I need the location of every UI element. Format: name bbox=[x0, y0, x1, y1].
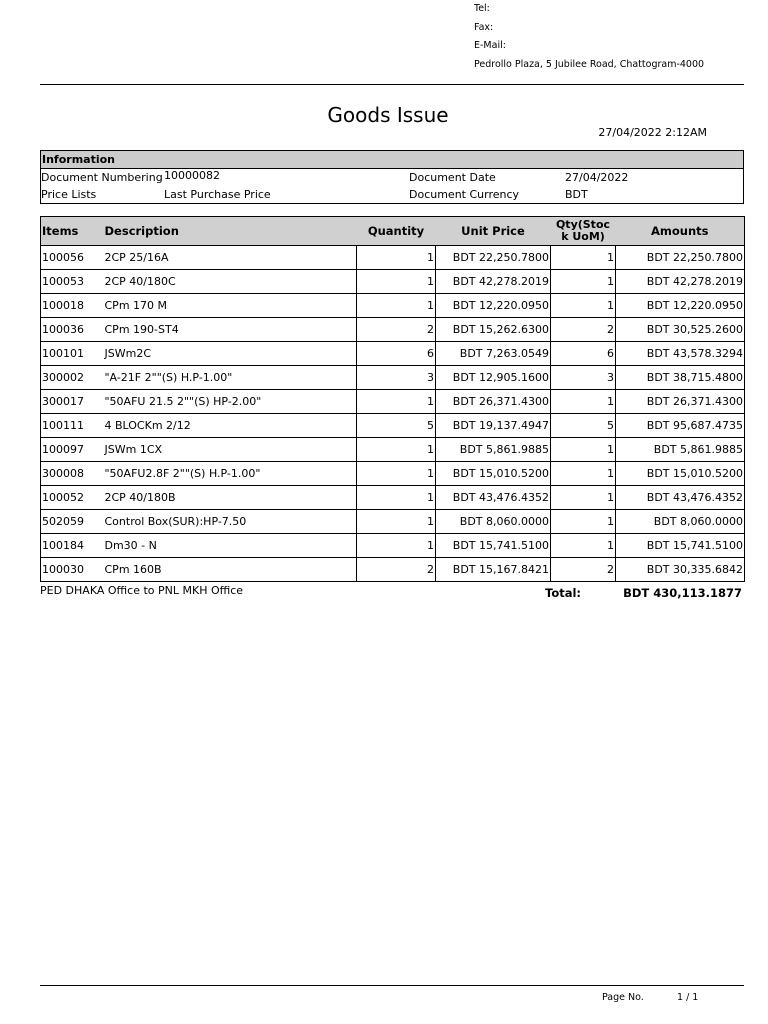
quantity-cell: 1 bbox=[357, 270, 436, 294]
amount-cell: BDT 15,010.5200 bbox=[616, 462, 745, 486]
email-label: E-Mail: bbox=[474, 40, 506, 51]
company-address: Pedrollo Plaza, 5 Jubilee Road, Chattogram-4000 bbox=[474, 58, 705, 70]
amount-cell: BDT 12,220.0950 bbox=[616, 294, 745, 318]
footer-divider bbox=[40, 985, 744, 986]
quantity-cell: 1 bbox=[357, 510, 436, 534]
unit-price-cell: BDT 22,250.7800 bbox=[436, 246, 551, 270]
table-row bbox=[41, 270, 745, 294]
description-cell: 2CP 40/180B bbox=[104, 486, 357, 510]
description-cell: 4 BLOCKm 2/12 bbox=[104, 414, 357, 438]
table-row bbox=[41, 462, 745, 486]
total-value: BDT 430,113.1877 bbox=[623, 586, 742, 600]
page-number-value: 1 / 1 bbox=[677, 992, 699, 1003]
amount-cell: BDT 42,278.2019 bbox=[616, 270, 745, 294]
qty-stock-uom-cell: 1 bbox=[551, 462, 616, 486]
quantity-cell: 6 bbox=[357, 342, 436, 366]
table-row bbox=[41, 246, 745, 270]
table-row bbox=[41, 534, 745, 558]
item-code-cell: 300008 bbox=[41, 462, 104, 486]
amount-cell: BDT 30,335.6842 bbox=[616, 558, 745, 582]
printed-datetime: 27/04/2022 2:12AM bbox=[598, 126, 707, 139]
amount-cell: BDT 15,741.5100 bbox=[616, 534, 745, 558]
description-cell: Dm30 - N bbox=[104, 534, 357, 558]
item-code-cell: 100030 bbox=[41, 558, 104, 582]
quantity-cell: 1 bbox=[357, 486, 436, 510]
price-lists-value: Last Purchase Price bbox=[164, 188, 271, 201]
description-cell: CPm 190-ST4 bbox=[104, 318, 357, 342]
table-row bbox=[41, 390, 745, 414]
qty-stock-uom-cell: 2 bbox=[551, 318, 616, 342]
item-code-cell: 100111 bbox=[41, 414, 104, 438]
qty-stock-uom-cell: 1 bbox=[551, 390, 616, 414]
item-code-cell: 100052 bbox=[41, 486, 104, 510]
amount-cell: BDT 95,687.4735 bbox=[616, 414, 745, 438]
table-row bbox=[41, 294, 745, 318]
item-code-cell: 100036 bbox=[41, 318, 104, 342]
description-cell: CPm 170 M bbox=[104, 294, 357, 318]
description-cell: 2CP 25/16A bbox=[104, 246, 357, 270]
qty-stock-uom-cell: 1 bbox=[551, 438, 616, 462]
quantity-cell: 1 bbox=[357, 246, 436, 270]
quantity-cell: 2 bbox=[357, 318, 436, 342]
quantity-cell: 1 bbox=[357, 390, 436, 414]
unit-price-cell: BDT 12,220.0950 bbox=[436, 294, 551, 318]
qty-stock-uom-cell: 1 bbox=[551, 486, 616, 510]
total-label: Total: bbox=[545, 586, 582, 600]
unit-price-cell: BDT 15,010.5200 bbox=[436, 462, 551, 486]
amount-cell: BDT 38,715.4800 bbox=[616, 366, 745, 390]
header-divider bbox=[40, 84, 744, 85]
items-table-body bbox=[41, 246, 745, 582]
information-header: Information bbox=[41, 151, 743, 169]
document-date-value: 27/04/2022 bbox=[565, 171, 629, 184]
description-cell: JSWm2C bbox=[104, 342, 357, 366]
description-cell: "A-21F 2""(S) H.P-1.00" bbox=[104, 366, 357, 390]
unit-price-cell: BDT 19,137.4947 bbox=[436, 414, 551, 438]
quantity-cell: 2 bbox=[357, 558, 436, 582]
qty-stock-uom-cell: 1 bbox=[551, 270, 616, 294]
items-table bbox=[40, 216, 745, 582]
document-date-label: Document Date bbox=[409, 171, 496, 184]
amount-cell: BDT 43,578.3294 bbox=[616, 342, 745, 366]
qty-stock-uom-cell: 2 bbox=[551, 558, 616, 582]
document-title: Goods Issue bbox=[327, 103, 449, 127]
table-row bbox=[41, 414, 745, 438]
quantity-cell: 3 bbox=[357, 366, 436, 390]
column-header-items: Items bbox=[41, 217, 104, 246]
unit-price-cell: BDT 43,476.4352 bbox=[436, 486, 551, 510]
amount-cell: BDT 26,371.4300 bbox=[616, 390, 745, 414]
description-cell: Control Box(SUR):HP-7.50 bbox=[104, 510, 357, 534]
qty-stock-uom-cell: 1 bbox=[551, 534, 616, 558]
item-code-cell: 100101 bbox=[41, 342, 104, 366]
table-row bbox=[41, 486, 745, 510]
column-header-description: Description bbox=[104, 217, 357, 246]
company-contact-block bbox=[474, 0, 704, 74]
page-number-label: Page No. bbox=[602, 992, 644, 1003]
unit-price-cell: BDT 5,861.9885 bbox=[436, 438, 551, 462]
description-cell: "50AFU2.8F 2""(S) H.P-1.00" bbox=[104, 462, 357, 486]
unit-price-cell: BDT 8,060.0000 bbox=[436, 510, 551, 534]
item-code-cell: 100053 bbox=[41, 270, 104, 294]
description-cell: CPm 160B bbox=[104, 558, 357, 582]
column-header-qty-stock-uom: Qty(Stoc k UoM) bbox=[551, 217, 616, 246]
unit-price-cell: BDT 15,741.5100 bbox=[436, 534, 551, 558]
fax-label: Fax: bbox=[474, 21, 494, 33]
document-currency-value: BDT bbox=[565, 188, 588, 201]
quantity-cell: 5 bbox=[357, 414, 436, 438]
unit-price-cell: BDT 7,263.0549 bbox=[436, 342, 551, 366]
item-code-cell: 300002 bbox=[41, 366, 104, 390]
qty-stock-uom-cell: 3 bbox=[551, 366, 616, 390]
quantity-cell: 1 bbox=[357, 438, 436, 462]
table-header-row bbox=[41, 217, 745, 246]
table-row bbox=[41, 318, 745, 342]
amount-cell: BDT 22,250.7800 bbox=[616, 246, 745, 270]
quantity-cell: 1 bbox=[357, 294, 436, 318]
quantity-cell: 1 bbox=[357, 462, 436, 486]
document-numbering-label: Document Numbering bbox=[41, 171, 163, 184]
quantity-cell: 1 bbox=[357, 534, 436, 558]
unit-price-cell: BDT 42,278.2019 bbox=[436, 270, 551, 294]
description-cell: 2CP 40/180C bbox=[104, 270, 357, 294]
item-code-cell: 100184 bbox=[41, 534, 104, 558]
amount-cell: BDT 5,861.9885 bbox=[616, 438, 745, 462]
amount-cell: BDT 30,525.2600 bbox=[616, 318, 745, 342]
info-row-pricelist bbox=[41, 186, 743, 203]
qty-stock-uom-cell: 5 bbox=[551, 414, 616, 438]
unit-price-cell: BDT 26,371.4300 bbox=[436, 390, 551, 414]
qty-stock-uom-cell: 1 bbox=[551, 246, 616, 270]
column-header-quantity: Quantity bbox=[357, 217, 436, 246]
document-currency-label: Document Currency bbox=[409, 188, 520, 201]
remarks-text: PED DHAKA Office to PNL MKH Office bbox=[40, 584, 244, 597]
price-lists-label: Price Lists bbox=[41, 188, 97, 201]
item-code-cell: 100097 bbox=[41, 438, 104, 462]
item-code-cell: 100056 bbox=[41, 246, 104, 270]
item-code-cell: 502059 bbox=[41, 510, 104, 534]
qty-stock-uom-cell: 1 bbox=[551, 510, 616, 534]
information-section bbox=[40, 150, 744, 204]
tel-label: Tel: bbox=[474, 3, 490, 14]
qty-stock-uom-cell: 1 bbox=[551, 294, 616, 318]
table-row bbox=[41, 510, 745, 534]
document-numbering-value: 10000082 bbox=[164, 169, 220, 182]
column-header-amounts: Amounts bbox=[616, 217, 745, 246]
table-row bbox=[41, 438, 745, 462]
amount-cell: BDT 8,060.0000 bbox=[616, 510, 745, 534]
unit-price-cell: BDT 15,167.8421 bbox=[436, 558, 551, 582]
qty-stock-uom-cell: 6 bbox=[551, 342, 616, 366]
description-cell: JSWm 1CX bbox=[104, 438, 357, 462]
info-row-numbering bbox=[41, 169, 743, 186]
table-row bbox=[41, 558, 745, 582]
description-cell: "50AFU 21.5 2""(S) HP-2.00" bbox=[104, 390, 357, 414]
amount-cell: BDT 43,476.4352 bbox=[616, 486, 745, 510]
unit-price-cell: BDT 12,905.1600 bbox=[436, 366, 551, 390]
unit-price-cell: BDT 15,262.6300 bbox=[436, 318, 551, 342]
column-header-unit-price: Unit Price bbox=[436, 217, 551, 246]
table-row bbox=[41, 366, 745, 390]
item-code-cell: 100018 bbox=[41, 294, 104, 318]
table-row bbox=[41, 342, 745, 366]
item-code-cell: 300017 bbox=[41, 390, 104, 414]
